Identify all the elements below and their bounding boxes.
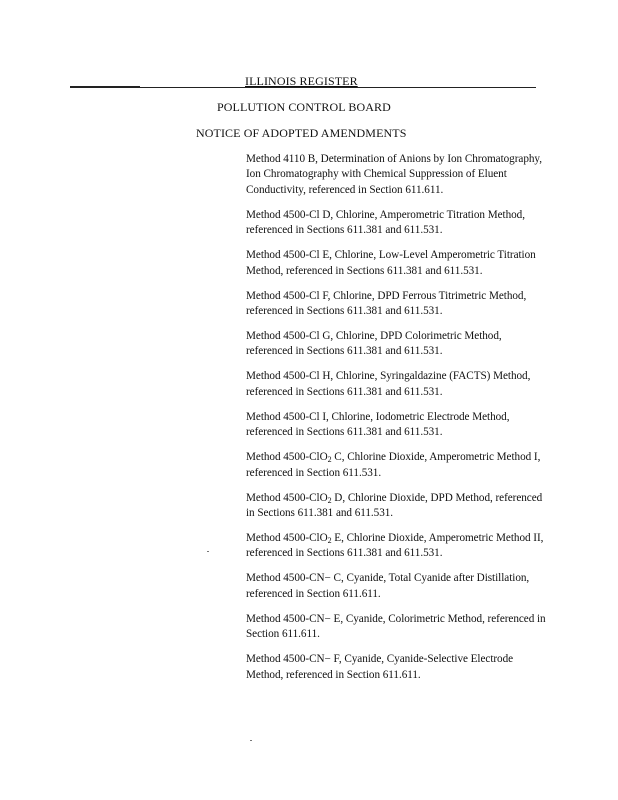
method-entry <box>246 410 546 441</box>
method-entry-text: Method 4500-CN− C, Cyanide, Total Cyanide after Distillation, referenced in Section 611.611. <box>246 572 530 600</box>
method-entry <box>246 152 546 198</box>
method-entry-text: Method 4500-Cl I, Chlorine, Iodometric Electrode Method, referenced in Sections 611.381 and 611.531. <box>246 410 510 439</box>
method-entry-text: Method 4500-Cl E, Chlorine, Low-Level Amperometric Titration Method, referenced in Sections 611.381 and 611.531. <box>246 249 536 277</box>
method-entry-text: Method 4500-Cl D, Chlorine, Amperometric Titration Method, referenced in Sections 611.381 and 611.531. <box>246 208 525 237</box>
method-entry-text: Method 4500-CN− E, Cyanide, Colorimetric Method, referenced in Section 611.611. <box>246 612 546 641</box>
method-entry-text: Method 4500-Cl H, Chlorine, Syringaldazine (FACTS) Method, referenced in Sections 611.381 and 611.531. <box>246 370 531 398</box>
method-entry-text: Method 4500-ClO <box>246 491 328 504</box>
method-entry-text: Method 4500-Cl F, Chlorine, DPD Ferrous Titrimetric Method, referenced in Sections 611.381 and 611.531. <box>246 289 527 318</box>
method-entry-text-cont: E, Chlorine Dioxide, Amperometric Method II, referenced in Sections 611.381 and 611.531. <box>246 532 544 560</box>
method-entry-text: Method 4500-ClO <box>246 451 328 464</box>
subscript: 2 <box>327 455 332 465</box>
method-entry <box>246 248 546 279</box>
subscript: 2 <box>327 495 332 505</box>
method-entry-text: Method 4500-CN− F, Cyanide, Cyanide-Selective Electrode Method, referenced in Section 611.611. <box>246 653 514 681</box>
method-entry <box>246 289 546 320</box>
method-entry <box>246 571 546 602</box>
method-entry-text: Method 4500-ClO <box>246 532 328 545</box>
header-rule-accent <box>70 86 140 87</box>
scan-speck <box>250 740 252 741</box>
method-entry <box>246 369 546 400</box>
register-title: ILLINOIS REGISTER <box>245 74 358 88</box>
board-title: POLLUTION CONTROL BOARD <box>217 100 391 114</box>
method-entry <box>246 208 546 239</box>
method-entry-text: Method 4500-Cl G, Chlorine, DPD Colorimetric Method, referenced in Sections 611.381 and 611.531. <box>246 330 502 358</box>
method-entry <box>246 329 546 360</box>
method-entry-text: Method 4110 B, Determination of Anions by Ion Chromatography, Ion Chromatography with Chemical Suppression of Eluent Conductivity, referenced in Section 611.611. <box>246 153 542 196</box>
method-entry <box>246 652 546 683</box>
method-entry <box>246 531 546 562</box>
method-entry <box>246 612 546 643</box>
notice-title: NOTICE OF ADOPTED AMENDMENTS <box>196 126 407 140</box>
method-entry-text-cont: C, Chlorine Dioxide, Amperometric Method I, referenced in Section 611.531. <box>246 451 541 479</box>
method-entry <box>246 491 546 522</box>
method-list <box>246 152 546 693</box>
subscript: 2 <box>327 536 332 546</box>
scan-speck <box>207 551 209 552</box>
method-entry-text-cont: D, Chlorine Dioxide, DPD Method, referenced in Sections 611.381 and 611.531. <box>246 491 543 520</box>
method-entry <box>246 450 546 481</box>
